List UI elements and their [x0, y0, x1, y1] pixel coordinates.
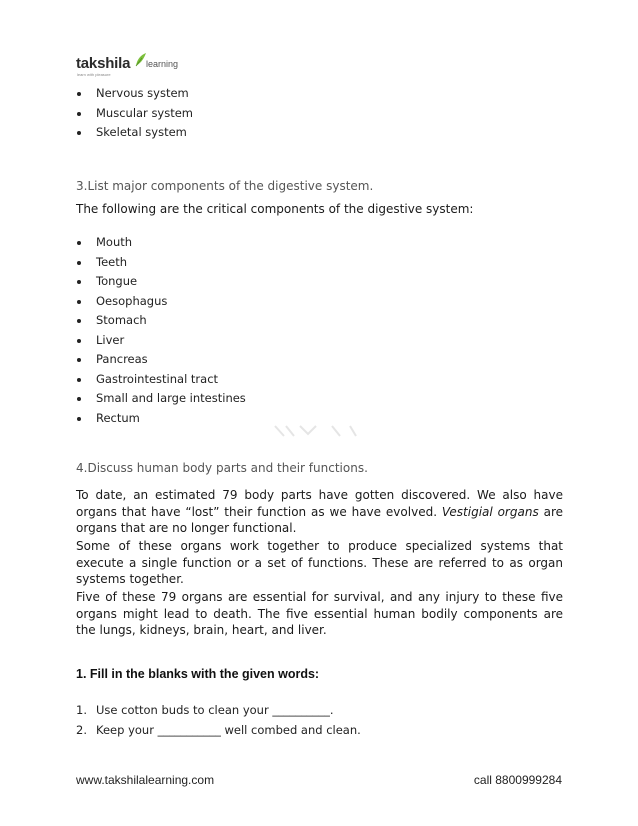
list-item: Small and large intestines	[76, 389, 246, 409]
list-item: Stomach	[76, 311, 246, 331]
q3-lead: The following are the critical components of the digestive system:	[76, 202, 474, 216]
question-3: 3.List major components of the digestive system.	[76, 179, 374, 193]
list-item: Tongue	[76, 272, 246, 292]
list-item: Mouth	[76, 233, 246, 253]
logo-brand-suffix: learning	[146, 59, 179, 69]
list-item: Teeth	[76, 253, 246, 273]
q4-paragraph-2: Some of these organs work together to produce specialized systems that execute a single function or a set of functions. These are referred to as organ systems together.	[76, 539, 563, 586]
list-item: Pancreas	[76, 350, 246, 370]
footer-phone: call 8800999284	[473, 773, 562, 787]
watermark-logo	[270, 422, 360, 440]
digestive-components-list	[76, 233, 246, 428]
q4-paragraph-3: Five of these 79 organs are essential for survival, and any injury to these five organs might lead to death. The five essential human bodily components are the lungs, kidneys, brain, heart, and liver.	[76, 590, 563, 637]
list-item: Nervous system	[76, 84, 193, 104]
list-item: 1. Use cotton buds to clean your __________.	[76, 703, 334, 717]
list-item: 2. Keep your ___________ well combed and clean.	[76, 722, 361, 737]
list-item: Muscular system	[76, 104, 193, 124]
list-item: Skeletal system	[76, 123, 193, 143]
list-item: Gastrointestinal tract	[76, 370, 246, 390]
question-4: 4.Discuss human body parts and their functions.	[76, 461, 368, 475]
fill-blanks-heading: 1. Fill in the blanks with the given words:	[76, 667, 320, 681]
logo-tagline: learn with pleasure	[77, 72, 111, 77]
logo-brand: takshila	[76, 55, 131, 72]
list-item: Liver	[76, 331, 246, 351]
list-item: Rectum	[76, 409, 246, 429]
list-item: Oesophagus	[76, 292, 246, 312]
fill-blanks-list	[76, 701, 361, 740]
q4-paragraph-1: To date, an estimated 79 body parts have gotten discovered. We also have organs that have “lost” their function as we have evolved. Vestigial organs are organs that are no longer functional.	[76, 488, 563, 535]
takshila-logo	[76, 52, 186, 82]
footer-website: www.takshilalearning.com	[76, 773, 215, 787]
intro-list	[76, 84, 193, 143]
